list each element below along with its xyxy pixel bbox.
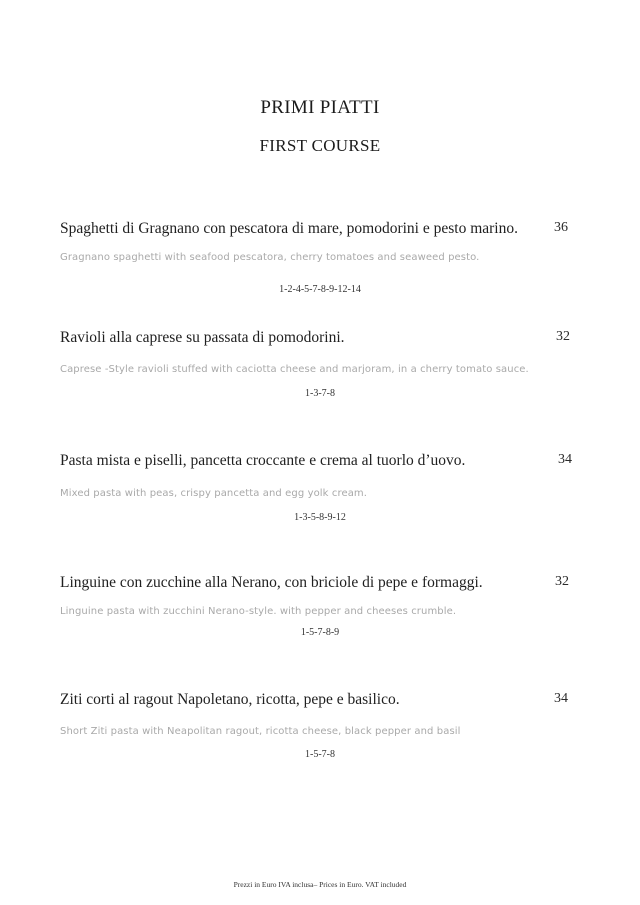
- dish-name: Spaghetti di Gragnano con pescatora di mare, pomodorini e pesto marino.: [60, 220, 518, 237]
- dish-description: Linguine pasta with zucchini Nerano-style. with pepper and cheeses crumble.: [60, 606, 457, 617]
- dish-name: Ravioli alla caprese su passata di pomodorini.: [60, 329, 345, 346]
- dish-price: 34: [558, 452, 572, 467]
- price-note: Prezzi in Euro IVA inclusa– Prices in Euro. VAT included: [233, 880, 407, 889]
- dish-allergens: 1-3-5-8-9-12: [294, 512, 346, 523]
- dish-description: Short Ziti pasta with Neapolitan ragout, ricotta cheese, black pepper and basil: [60, 726, 461, 737]
- dish-price: 32: [555, 574, 569, 589]
- dish-price: 36: [554, 220, 568, 235]
- dish-allergens: 1-3-7-8: [305, 388, 335, 399]
- dish-description: Caprese -Style ravioli stuffed with caciotta cheese and marjoram, in a cherry tomato sauce.: [60, 364, 529, 375]
- dish-description: Gragnano spaghetti with seafood pescatora, cherry tomatoes and seaweed pesto.: [60, 252, 480, 263]
- dish-name: Pasta mista e piselli, pancetta croccante e crema al tuorlo d’uovo.: [60, 452, 466, 469]
- section-title: PRIMI PIATTI: [260, 97, 380, 118]
- dish-price: 32: [556, 329, 570, 344]
- dish-description: Mixed pasta with peas, crispy pancetta and egg yolk cream.: [60, 488, 368, 499]
- dish-price: 34: [554, 691, 568, 706]
- dish-allergens: 1-5-7-8: [305, 749, 335, 760]
- section-subtitle: FIRST COURSE: [259, 136, 381, 155]
- dish-name: Ziti corti al ragout Napoletano, ricotta, pepe e basilico.: [60, 691, 400, 708]
- dish-name: Linguine con zucchine alla Nerano, con briciole di pepe e formaggi.: [60, 574, 483, 591]
- dish-allergens: 1-2-4-5-7-8-9-12-14: [279, 284, 361, 295]
- dish-allergens: 1-5-7-8-9: [300, 627, 340, 638]
